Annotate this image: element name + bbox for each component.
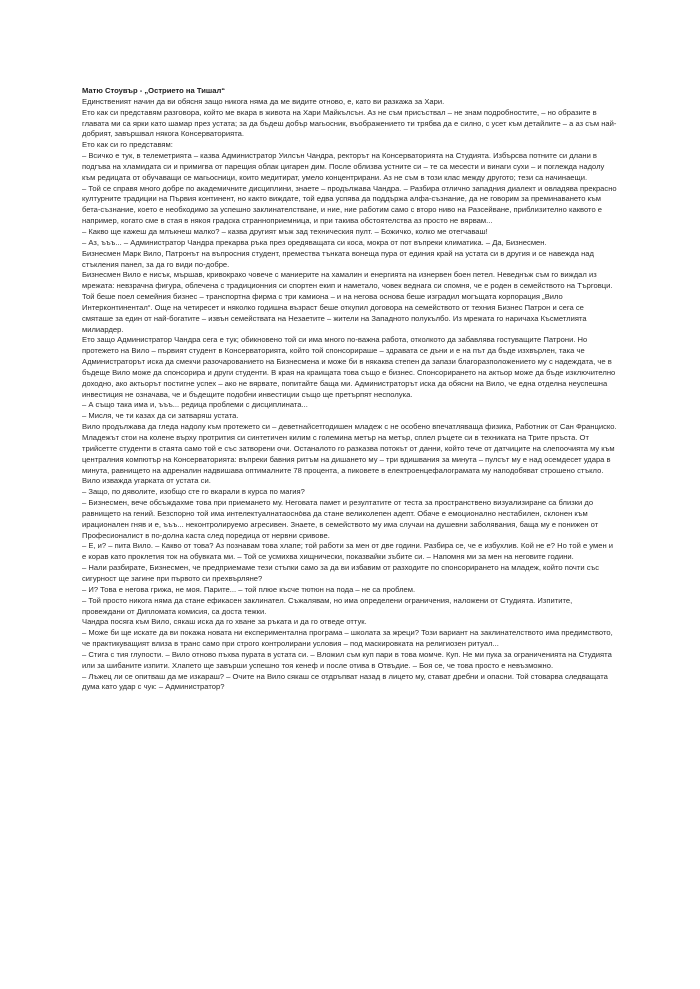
paragraph: – Всичко е тук, в телеметрията – казва Администратор Уилсън Чандра, ректорът на Консерваторията на Студията. Избърсва потните си длани в подгъва на хламидата си и примигва от парещия облак цигарен дим. После облизва устните си – те са месести и винаги сухи – и поглежда надолу към редицата от обучаващи се магьосници, които медитират, умело концентрирани. Аз не съм в този клас между другото; тези са начинаещи. <box>82 151 605 182</box>
paragraph: – И? Това е негова грижа, не моя. Парите... – той плюе късче тютюн на пода – не са проблем. <box>82 584 416 594</box>
paragraph: – Стига с тия глупости. – Вило отново пъхва пурата в устата си. – Вложил съм куп пари в това момче. Куп. Не ми пука за ограниченията на Студията или за шибаните изпити. Хлапето ще завърши успешно тоя кенеф и после отива в Отвъдие. – Боя се, че това просто е невъзможно. <box>82 649 612 670</box>
paragraph: Вило изважда угарката от устата си. <box>82 476 211 486</box>
paragraph: Бизнесмен Марк Вило, Патронът на въпросния студент, премества тънката вонеща пура от единия край на устата си в другия и се навежда над стъкления панел, за да го види по-добре. <box>82 248 594 269</box>
paragraph: – Той се справя много добре по академичните дисциплини, знаете – продължава Чандра. – Разбира отлично западния диалект и овладява прекрасно културните традиции на Първия континент, но както виждате, той едва успява да поддържа алфа-съзнание, да не говорим за преминаването към бета-съзнание, което е необходимо за успешно заклинателстване, и ние, ние работим само с второ ниво на Разсейване, приблизително каквото е например, когато сме в стая в някоя градска странноприемница, и при такива обстоятелства аз просто не вярвам... <box>82 183 617 226</box>
paragraph: – Защо, по дяволите, изобщо сте го вкарали в курса по магия? <box>82 487 305 497</box>
paragraph: – Мисля, че ти казах да си затваряш устата. <box>82 411 239 421</box>
document-title: Матю Стоувър - „Острието на Тишал“ <box>82 86 226 95</box>
paragraph: Бизнесмен Вило е нисък, мършав, кривокрако човече с маниерите на хамалин и енергията на изнервен боен петел. Неведнъж съм го виждал из мрежата: невзрачна фигура, облечена с традиционния си спортен екип и наметало, човек веднага си спомня, че е роден в семейството на Търговци. Той беше поел семейния бизнес – транспортна фирма с три камиона – и на неговa основа беше изградил могъщата корпорация „Вило Интерконтинентал“. Още на четиресет и няколко годишна възраст беше откупил договора на семейството от техния Бизнес Патрон и сега се смяташе за един от най-богатите – извън семействата на Незаетите – жители на Западното полукълбо. Из мрежата го наричаха Късметлията милиардер. <box>82 270 613 334</box>
paragraph: Ето защо Администратор Чандра сега е тук; обикновено той си има много по-важна работа, отколкото да забавлява гостуващите Патрони. Но протежето на Вило – първият студент в Консерваторията, който той спонсорираше – здравата се дъни и е на път да бъде изхвърлен, така че Администраторът иска да смекчи разочарованието на Бизнесмена и може би в някаква степен да запази благоразположението му с надеждата, че в бъдеще Вило може да спонсорира и други студенти. В края на краищата това също е бизнес. Спонсорирането на актьор може да бъде изключително доходно, ако актьорът постигне успех – ако не вярвате, попитайте баща ми. Администраторът иска да обясни на Вило, че една отделна неуспешна инвестиция не означава, че и бъдещите подобни инвестиции също ще претърпят несполука. <box>82 335 616 399</box>
paragraph: – Лъжец ли се опитваш да ме изкараш? – Очите на Вило сякаш се отдръпват назад в лицето му, стават дребни и опасни. Той стоварва следващата дума като удар с чук: – Администратор? <box>82 671 608 692</box>
paragraph: – Нали разбирате, Бизнесмен, че предприемаме тези стъпки само за да ви избавим от разходите по спонсорирането на младеж, който почти със сигурност ще загине при първото си прехвърляне? <box>82 563 600 583</box>
paragraph: – Бизнесмен, вече обсъждахме това при приемането му. Неговата памет и резултатите от теста за пространствено визуализиране са близки до равнището на гений. Безспорно той има интелектуалнатаосно̀ва да стане великолепен адепт. Обаче е емоционално нестабилен, склонен към ирационален гняв и е, ъъъ... неконтролируемо агресивен. Знаете, в семейството му има случаи на душевни заболявания, баща му е понижен от Професионалист в по-долна каста след поредица от нервни сривове. <box>82 498 599 540</box>
paragraph: – Той просто никога няма да стане ефикасен заклинател. Съжалявам, но има определени ограничения, наложени от Студията. Изпитите, провеждани от Дипломата комисия, са доста тежки. <box>82 595 573 616</box>
paragraph: Единственият начин да ви обясня защо никога няма да ме видите отново, е, като ви разкажа за Хари. <box>82 96 445 106</box>
paragraph: – Аз, ъъъ... – Администратор Чандра прекарва ръка през оредяващата си коса, мокра от пот въпреки климатика. – Да, Бизнесмен. <box>82 237 547 247</box>
document-page <box>82 86 617 693</box>
paragraph: Ето как си представям разговора, който ме вкара в живота на Хари Майкълсън. Аз не съм присъствал – не знам подробностите, – но образите в главата ми са ярки като шамар през устата; за да бъдеш добър магьосник, въображението ти трябва да е силно, с усет към детайлите – а аз съм най-добрият, завършвал някога Консерваторията. <box>82 107 617 139</box>
paragraph: Вило продължава да гледа надолу към протежето си – деветнайсетгодишен младеж с не особено впечатляваща физика, Работник от Сан Франциско. <box>82 422 617 432</box>
paragraph: – Какво ще кажеш да млъкнеш малко? – казва другият мъж зад техническия пулт. – Божичко, колко ме отегчаваш! <box>82 226 488 236</box>
paragraph: – Може би ще искате да ви покажа новата ни експериментална програма – школата за жреци? Този вариант на заклинателството има предимството, че практикуващият влиза в транс само при строго контролирани условия – под маскировката на религиозен ритуал... <box>82 628 613 649</box>
paragraph: – А също така има и, ъъъ... редица проблеми с дисциплината... <box>82 400 308 410</box>
paragraph: Младежът стои на колене върху протрития си синтетичен килим с големина метър на метър, сплел ръцете си в техниката на Трите пръста. От трийсетте студенти в стаята само той е със затворени очи. Останалото го разказва потокът от данни, който тече от датчиците на слепоочията му към централния компютър на Консерваторията: въпреки бавния ритъм на дишането му – три вдишвания за минута – пулсът му е над осемдесет удара в минута, равнището на адреналин надвишава оптималните 78 процента, а пиковете в електроенцефалограмата му наподобяват строшено стъкло. <box>82 433 615 475</box>
paragraph: – Е, и? – пита Вило. – Какво от това? Аз познавам това хлапе; той работи за мен от две години. Разбира се, че е избухлив. Кой не е? Но той е умен и е корав като проклетия ток на обувката ми. – Той се усмихва хищнически, показвайки зъбите си. – Напомня ми за мен на неговите години. <box>82 541 614 562</box>
paragraph: Ето как си го представям: <box>82 140 173 150</box>
paragraph: Чандра посяга към Вило, сякаш иска да го хване за ръката и да го отведе оттук. <box>82 617 367 627</box>
